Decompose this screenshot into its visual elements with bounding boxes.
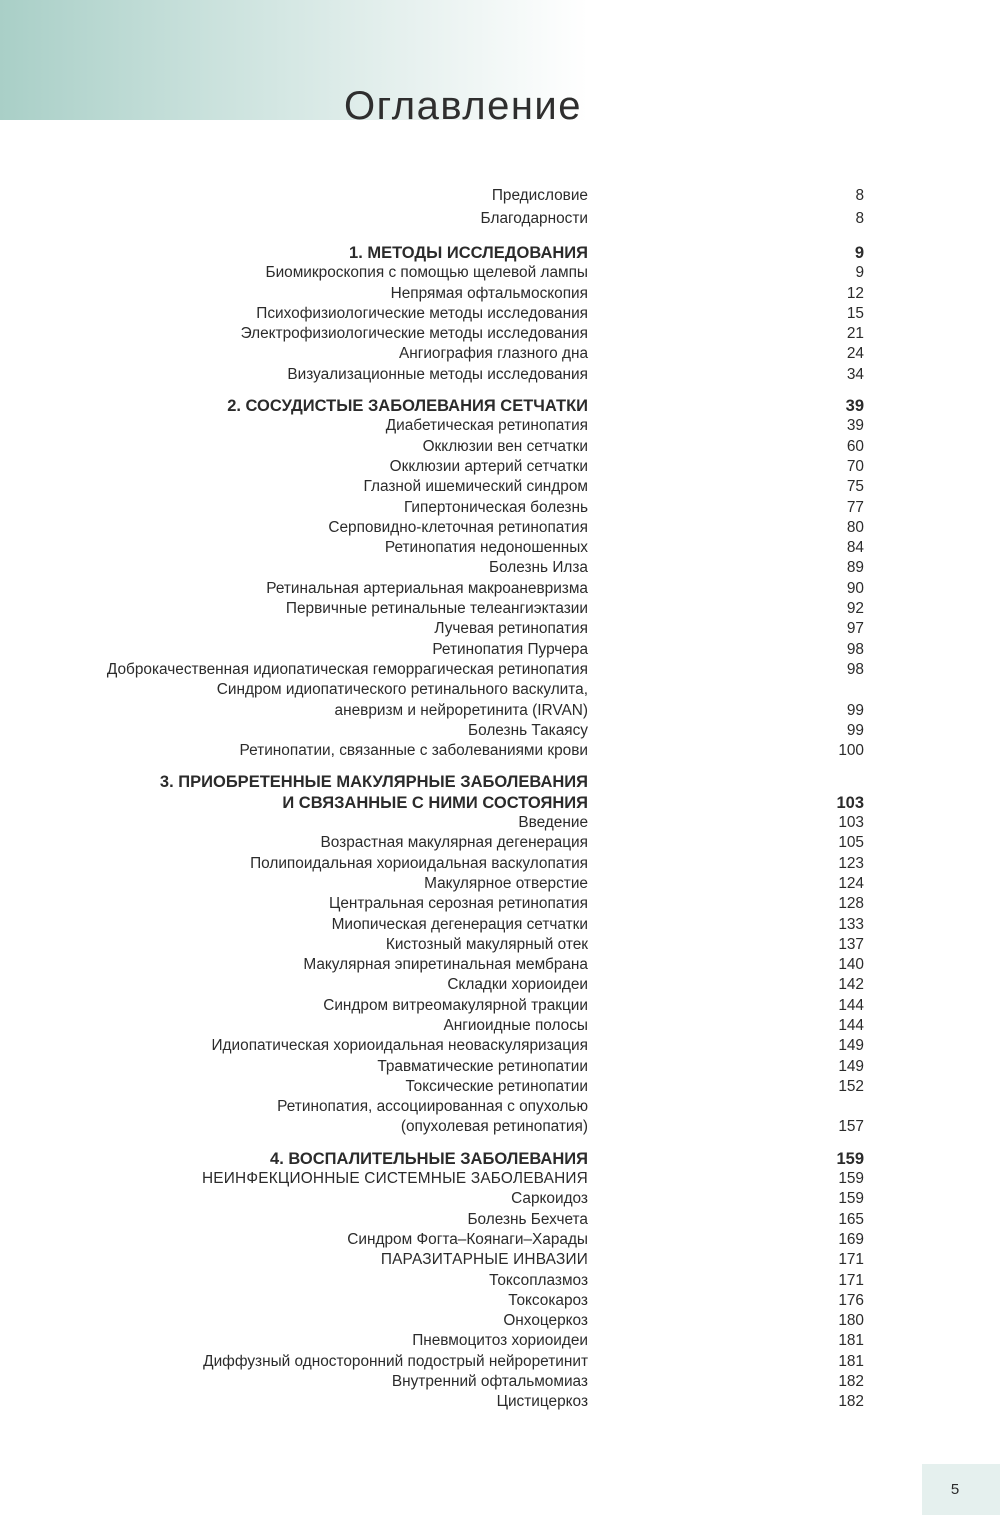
toc-entry-page: 124	[838, 874, 864, 892]
toc-entry-page: 182	[838, 1393, 864, 1411]
toc-entry-title: Болезнь Илза	[488, 559, 588, 577]
toc-entry-title: Ретинопатия, ассоциированная с опухолью	[277, 1098, 588, 1116]
toc-entry-title: Саркоидоз	[511, 1190, 588, 1208]
toc-entry-page: 165	[838, 1210, 864, 1228]
toc-entry-title: Лучевая ретинопатия	[434, 620, 588, 638]
toc-entry-page: 80	[846, 518, 864, 536]
toc-entry-page: 15	[846, 304, 864, 322]
toc-entry[interactable]	[0, 915, 1000, 935]
toc-entry-page: 89	[846, 559, 864, 577]
toc-entry-page: 181	[838, 1352, 864, 1370]
toc-entry[interactable]	[0, 1016, 1000, 1036]
toc-entry[interactable]	[0, 457, 1000, 477]
toc-entry-page: 100	[838, 742, 864, 760]
toc-entry[interactable]	[0, 1372, 1000, 1392]
toc-section-heading[interactable]	[0, 1250, 1000, 1270]
toc-entry-page: 142	[838, 976, 864, 994]
toc-entry[interactable]	[0, 365, 1000, 385]
toc-chapter-heading-title: 2. СОСУДИСТЫЕ ЗАБОЛЕВАНИЯ СЕТЧАТКИ	[227, 397, 588, 416]
toc-entry-title: Токсоплазмоз	[489, 1271, 588, 1289]
toc-entry-title: Серповидно-клеточная ретинопатия	[328, 518, 588, 536]
toc-entry[interactable]	[0, 1097, 1000, 1117]
toc-entry[interactable]	[0, 538, 1000, 558]
toc-entry-page: 99	[846, 721, 864, 739]
toc-chapter-heading-page: 159	[836, 1149, 864, 1168]
toc-entry-title: Психофизиологические методы исследования	[256, 304, 588, 322]
toc-entry[interactable]	[0, 935, 1000, 955]
toc-entry[interactable]	[0, 477, 1000, 497]
toc-entry[interactable]	[0, 640, 1000, 660]
toc-entry-title: Синдром витреомакулярной тракции	[323, 996, 588, 1014]
toc-section-heading-page: 171	[838, 1251, 864, 1269]
toc-entry-title: Диффузный односторонний подострый нейроретинит	[203, 1352, 588, 1370]
toc-entry-title: Токсокароз	[508, 1291, 588, 1309]
toc-entry-page: 9	[855, 264, 864, 282]
toc-entry-title: Ретинопатии, связанные с заболеваниями крови	[239, 742, 588, 760]
toc-entry[interactable]	[0, 284, 1000, 304]
toc-entry[interactable]	[0, 813, 1000, 833]
toc-front-entry[interactable]	[0, 184, 1000, 207]
toc-entry-page: 169	[838, 1230, 864, 1248]
toc-entry-page: 159	[838, 1190, 864, 1208]
toc-entry[interactable]	[0, 975, 1000, 995]
toc-chapter-heading-page: 39	[845, 397, 864, 416]
page-title: Оглавление	[343, 84, 582, 128]
toc-entry-title: Макулярное отверстие	[424, 874, 588, 892]
toc-entry-page: 123	[838, 854, 864, 872]
toc-entry-title: Глазной ишемический синдром	[363, 478, 588, 496]
toc-entry[interactable]	[0, 955, 1000, 975]
toc-entry-title: Доброкачественная идиопатическая геморрагическая ретинопатия	[106, 660, 588, 678]
toc-chapter-heading-page: 9	[854, 244, 864, 262]
toc-entry-title: Полипоидальная хориоидальная васкулопатия	[250, 854, 588, 872]
toc-entry[interactable]	[0, 304, 1000, 324]
toc-entry[interactable]	[0, 660, 1000, 680]
toc-entry-page: 133	[838, 915, 864, 933]
toc-entry-page: 176	[838, 1291, 864, 1309]
page-number-box	[922, 1464, 1000, 1515]
toc-entry-title: Токсические ретинопатии	[405, 1077, 588, 1095]
toc-entry-title: Возрастная макулярная дегенерация	[320, 834, 588, 852]
toc-entry-title: Окклюзии артерий сетчатки	[389, 457, 588, 475]
toc-entry-title: Болезнь Такаясу	[468, 721, 588, 739]
toc-entry[interactable]	[0, 1392, 1000, 1412]
toc-entry-page: 70	[846, 457, 864, 475]
toc-entry[interactable]	[0, 1057, 1000, 1077]
toc-entry-title: Миопическая дегенерация сетчатки	[331, 915, 588, 933]
toc-section-heading-title: НЕИНФЕКЦИОННЫЕ СИСТЕМНЫЕ ЗАБОЛЕВАНИЯ	[201, 1170, 588, 1188]
toc-entry-title: Центральная серозная ретинопатия	[328, 895, 588, 913]
toc-entry[interactable]	[0, 1291, 1000, 1311]
toc-entry-page: 39	[846, 417, 864, 435]
toc-entry-page: 144	[838, 1016, 864, 1034]
toc-entry-page: 99	[846, 701, 864, 719]
toc-chapter-heading-title: 3. ПРИОБРЕТЕННЫЕ МАКУЛЯРНЫЕ ЗАБОЛЕВАНИЯ	[159, 773, 588, 792]
toc-front-entry[interactable]	[0, 207, 1000, 230]
toc-entry-title: Онхоцеркоз	[503, 1312, 588, 1330]
toc-entry-title: Внутренний офтальмомиаз	[391, 1373, 588, 1391]
toc-entry[interactable]	[0, 1311, 1000, 1331]
toc-entry[interactable]	[0, 416, 1000, 436]
toc-front-entry-page: 8	[855, 187, 864, 204]
toc-front-entry-page: 8	[855, 210, 864, 227]
toc-entry[interactable]	[0, 996, 1000, 1016]
toc-entry-page: 60	[846, 437, 864, 455]
toc-entry-title: Ретинопатия недоношенных	[384, 539, 588, 557]
toc-entry-page: 24	[846, 345, 864, 363]
toc-entry-page: 152	[838, 1077, 864, 1095]
toc-chapter-heading-title: 1. МЕТОДЫ ИССЛЕДОВАНИЯ	[349, 244, 588, 262]
toc-entry-title: Диабетическая ретинопатия	[385, 417, 588, 435]
toc-entry-page: 137	[838, 935, 864, 953]
toc-entry[interactable]	[0, 721, 1000, 741]
toc-entry-title: Складки хориоидеи	[447, 976, 588, 994]
toc-entry-page: 157	[838, 1118, 864, 1136]
toc-entry-title: Визуализационные методы исследования	[287, 365, 588, 383]
toc-entry[interactable]	[0, 741, 1000, 761]
toc-entry[interactable]	[0, 518, 1000, 538]
toc-entry-title: Болезнь Бехчета	[467, 1210, 588, 1228]
toc-entry[interactable]	[0, 1210, 1000, 1230]
toc-entry-title: Первичные ретинальные телеангиэктазии	[285, 600, 588, 618]
toc-entry-title: аневризм и нейроретинита (IRVAN)	[334, 701, 588, 719]
toc-chapter-heading-title: И СВЯЗАННЫЕ С НИМИ СОСТОЯНИЯ	[282, 793, 588, 812]
toc-entry-title: Синдром Фогта–Коянаги–Харады	[347, 1230, 588, 1248]
toc-entry-title: (опухолевая ретинопатия)	[400, 1118, 588, 1136]
toc-entry-page: 171	[838, 1271, 864, 1289]
toc-entry-page: 75	[846, 478, 864, 496]
toc-entry-title: Кистозный макулярный отек	[385, 935, 588, 953]
toc-entry-page: 12	[846, 284, 864, 302]
toc-chapter-heading-title: 4. ВОСПАЛИТЕЛЬНЫЕ ЗАБОЛЕВАНИЯ	[270, 1149, 588, 1168]
toc-entry[interactable]	[0, 680, 1000, 700]
toc-entry-title: Непрямая офтальмоскопия	[390, 284, 588, 302]
toc-entry[interactable]	[0, 874, 1000, 894]
toc-entry-page: 97	[846, 620, 864, 638]
toc-entry[interactable]	[0, 324, 1000, 344]
page-number: 5	[950, 1481, 960, 1498]
toc-entry-page: 144	[838, 996, 864, 1014]
toc-entry-page: 149	[838, 1057, 864, 1075]
toc-entry[interactable]	[0, 579, 1000, 599]
toc-chapter-heading[interactable]	[0, 793, 1000, 813]
toc-entry-page: 34	[846, 365, 864, 383]
toc-entry-title: Ретинальная артериальная макроаневризма	[266, 579, 588, 597]
toc-entry-page: 98	[846, 660, 864, 678]
toc-entry[interactable]	[0, 1036, 1000, 1056]
toc-entry-page: 84	[846, 539, 864, 557]
toc-entry-title: Окклюзии вен сетчатки	[422, 437, 588, 455]
toc-front-entry-title: Предисловие	[491, 187, 588, 204]
toc-entry-page: 98	[846, 640, 864, 658]
toc-entry[interactable]	[0, 1352, 1000, 1372]
toc-entry-title: Травматические ретинопатии	[377, 1057, 588, 1075]
toc-entry[interactable]	[0, 1117, 1000, 1137]
toc-entry-title: Электрофизиологические методы исследования	[240, 325, 588, 343]
toc-entry-title: Макулярная эпиретинальная мембрана	[303, 956, 588, 974]
toc-entry-title: Идиопатическая хориоидальная неоваскуляризация	[211, 1037, 588, 1055]
toc-chapter-heading-page: 103	[836, 793, 864, 812]
toc-chapter-heading[interactable]	[0, 1149, 1000, 1169]
toc-entry-title: Цистицеркоз	[496, 1393, 588, 1411]
toc-entry[interactable]	[0, 344, 1000, 364]
toc-entry-page: 182	[838, 1373, 864, 1391]
toc-entry-title: Биомикроскопия с помощью щелевой лампы	[265, 264, 588, 282]
toc-entry-page: 181	[838, 1332, 864, 1350]
table-of-contents	[0, 184, 1000, 1413]
toc-section-heading-title: ПАРАЗИТАРНЫЕ ИНВАЗИИ	[380, 1251, 588, 1269]
toc-entry-title: Ангиография глазного дна	[398, 345, 588, 363]
toc-entry-page: 103	[838, 814, 864, 832]
toc-entry-page: 180	[838, 1312, 864, 1330]
toc-entry[interactable]	[0, 1331, 1000, 1351]
toc-entry[interactable]	[0, 701, 1000, 721]
toc-entry-page: 128	[838, 895, 864, 913]
toc-entry-title: Введение	[518, 814, 588, 832]
toc-section-heading[interactable]	[0, 1169, 1000, 1189]
toc-entry-page: 149	[838, 1037, 864, 1055]
toc-entry[interactable]	[0, 599, 1000, 619]
toc-entry[interactable]	[0, 854, 1000, 874]
toc-entry[interactable]	[0, 437, 1000, 457]
toc-entry-title: Ангиоидные полосы	[443, 1016, 588, 1034]
toc-entry-title: Синдром идиопатического ретинального васкулита,	[216, 681, 588, 699]
toc-entry-page: 105	[838, 834, 864, 852]
toc-entry[interactable]	[0, 1189, 1000, 1209]
toc-entry[interactable]	[0, 894, 1000, 914]
toc-entry[interactable]	[0, 833, 1000, 853]
toc-entry-page: 92	[846, 600, 864, 618]
toc-entry-page: 140	[838, 956, 864, 974]
toc-entry[interactable]	[0, 558, 1000, 578]
toc-entry-title: Гипертоническая болезнь	[403, 498, 588, 516]
toc-chapter-heading[interactable]	[0, 772, 1000, 792]
toc-section-heading-page: 159	[838, 1170, 864, 1188]
toc-chapter-heading[interactable]	[0, 243, 1000, 263]
toc-entry-page: 90	[846, 579, 864, 597]
toc-entry-page: 21	[846, 325, 864, 343]
toc-entry[interactable]	[0, 498, 1000, 518]
toc-entry[interactable]	[0, 619, 1000, 639]
toc-entry-title: Пневмоцитоз хориоидеи	[412, 1332, 588, 1350]
toc-entry[interactable]	[0, 263, 1000, 283]
toc-entry[interactable]	[0, 1230, 1000, 1250]
toc-entry-page: 77	[846, 498, 864, 516]
toc-front-entry-title: Благодарности	[480, 210, 588, 227]
toc-entry[interactable]	[0, 1077, 1000, 1097]
toc-entry[interactable]	[0, 1271, 1000, 1291]
toc-chapter-heading[interactable]	[0, 396, 1000, 416]
toc-entry-title: Ретинопатия Пурчера	[432, 640, 588, 658]
